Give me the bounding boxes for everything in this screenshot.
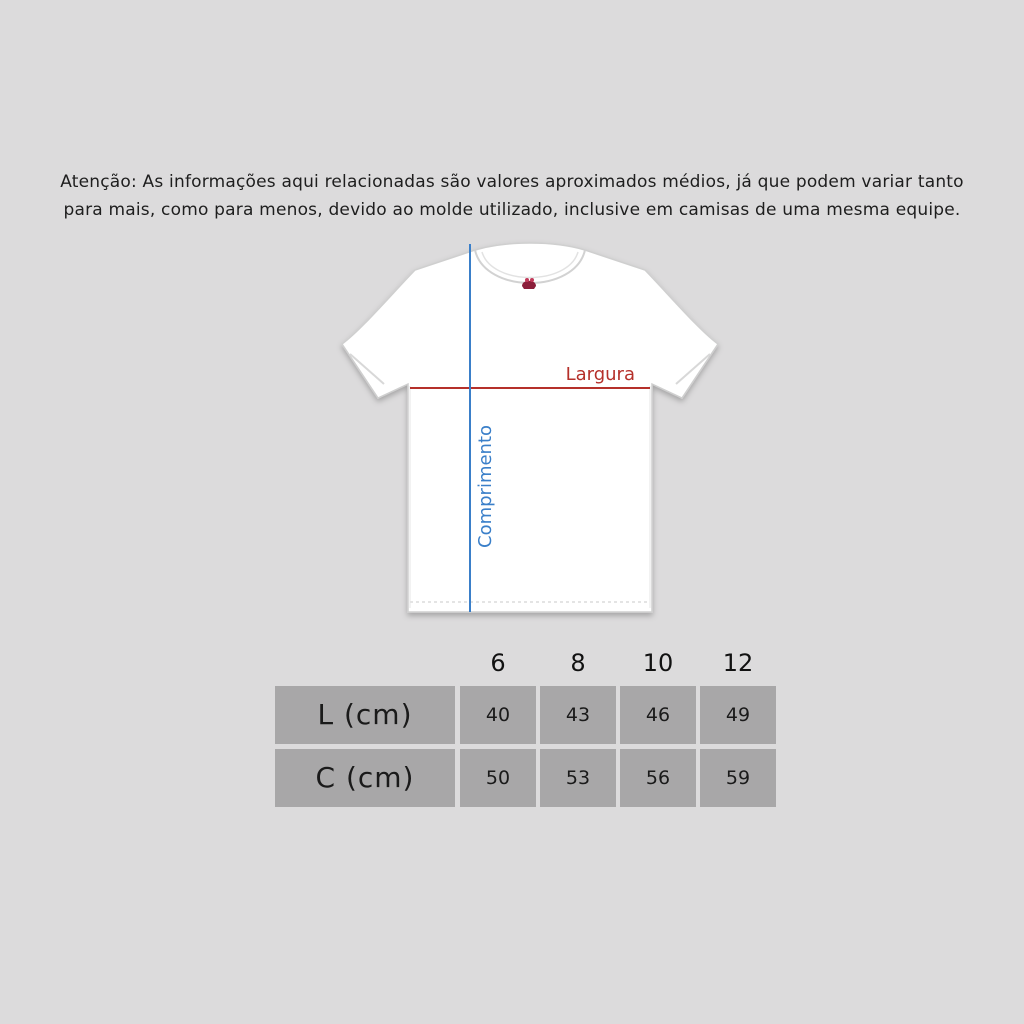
row-label-length: C (cm) [275,749,455,807]
width-value-12: 49 [700,686,776,744]
tshirt-illustration [330,236,730,626]
width-label: Largura [565,364,635,385]
notice-line-2: para mais, como para menos, devido ao molde utilizado, inclusive em camisas de uma mesma equipe. [63,200,961,220]
length-value-10: 56 [620,749,696,807]
notice-text [0,168,1024,224]
tshirt-body [342,243,718,612]
width-value-6: 40 [460,686,536,744]
length-value-8: 53 [540,749,616,807]
length-value-12: 59 [700,749,776,807]
length-label: Comprimento [475,424,496,548]
row-label-width: L (cm) [275,686,455,744]
size-header-6: 6 [490,649,506,677]
width-value-8: 43 [540,686,616,744]
length-value-6: 50 [460,749,536,807]
width-value-10: 46 [620,686,696,744]
size-header-8: 8 [570,649,586,677]
size-header-10: 10 [642,649,674,677]
tshirt-diagram [330,236,730,626]
notice-line-1: Atenção: As informações aqui relacionadas são valores aproximados médios, já que podem variar tanto [60,172,964,192]
size-header-12: 12 [722,649,754,677]
